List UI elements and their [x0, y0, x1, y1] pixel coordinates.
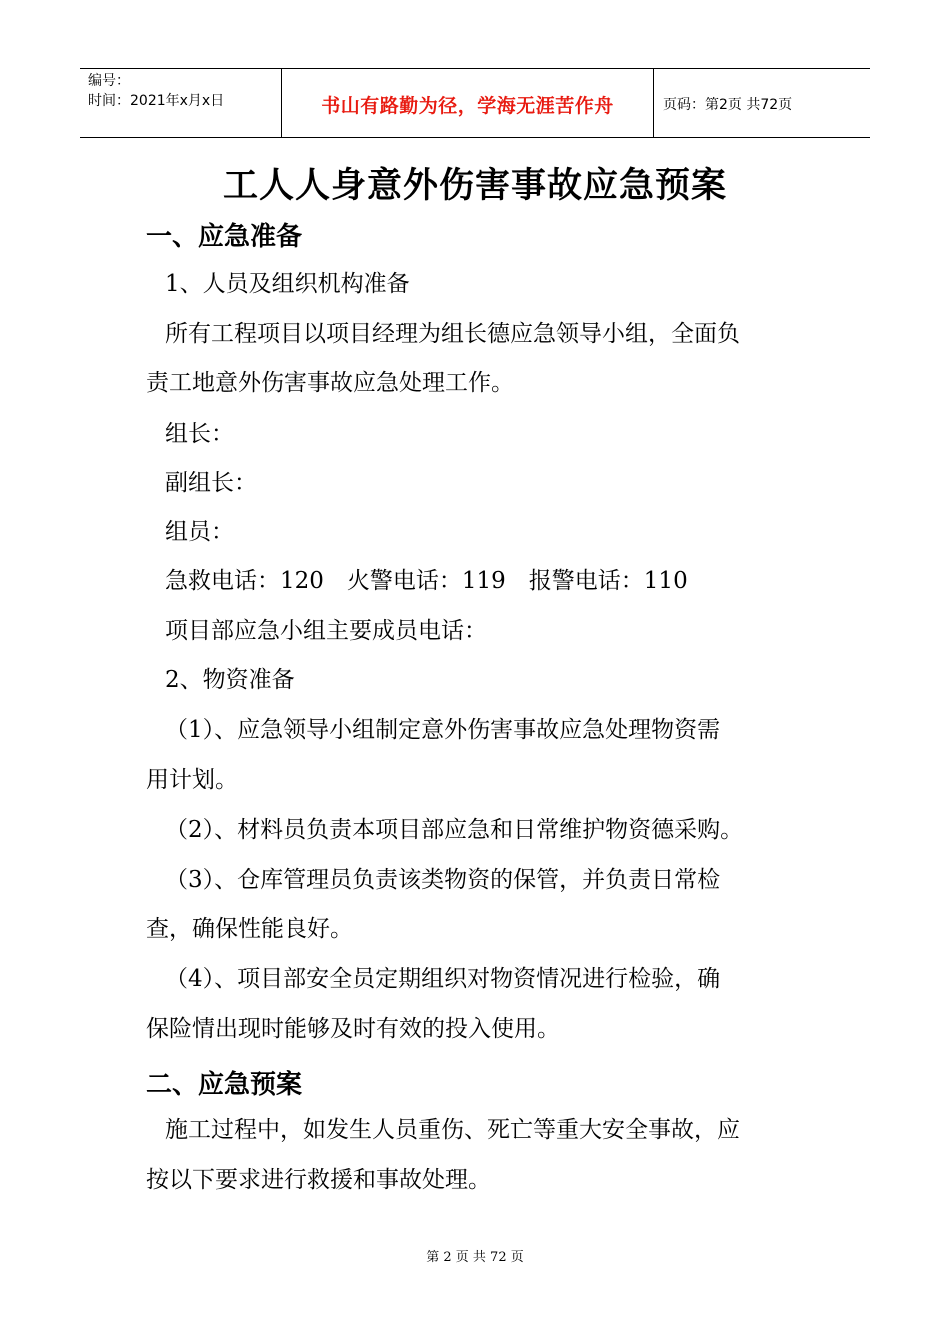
list-item: （1）、应急领导小组制定意外伤害事故应急处理物资需 — [165, 717, 721, 743]
document-title: 工人人身意外伤害事故应急预案 — [222, 166, 727, 206]
paragraph-line: 所有工程项目以项目经理为组长德应急领导小组，全面负 — [165, 321, 740, 347]
header-page-cell — [654, 69, 870, 137]
paragraph-line: 施工过程中，如发生人员重伤、死亡等重大安全事故，应 — [165, 1117, 740, 1143]
members-field: 组员： — [165, 519, 234, 545]
emergency-phones: 急救电话：120 火警电话：119 报警电话：110 — [165, 568, 688, 594]
page-footer: 第 2 页 共 72 页 — [426, 1250, 524, 1265]
paragraph-line: 责工地意外伤害事故应急处理工作。 — [146, 370, 514, 396]
subheading-supplies: 2、物资准备 — [165, 667, 295, 693]
document-date: 时间：2021年x月x日 — [88, 93, 225, 109]
section-heading-plan: 二、应急预案 — [146, 1070, 303, 1100]
header-motto-cell — [282, 69, 654, 137]
header-meta-cell — [80, 69, 282, 137]
subheading-personnel: 1、人员及组织机构准备 — [165, 271, 410, 297]
vice-leader-field: 副组长： — [165, 470, 257, 496]
list-item: （4）、项目部安全员定期组织对物资情况进行检验，确 — [165, 966, 721, 992]
paragraph-line: 按以下要求进行救援和事故处理。 — [146, 1167, 491, 1193]
leader-field: 组长： — [165, 421, 234, 447]
list-item-continuation: 用计划。 — [146, 767, 238, 793]
list-item-continuation: 保险情出现时能够及时有效的投入使用。 — [146, 1016, 560, 1042]
list-item: （3）、仓库管理员负责该类物资的保管，并负责日常检 — [165, 867, 721, 893]
motto-text: 书山有路勤为径，学海无涯苦作舟 — [321, 94, 614, 117]
page-info: 页码：第2页 共72页 — [663, 97, 793, 113]
section-heading-preparation: 一、应急准备 — [146, 222, 303, 252]
document-number: 编号： — [88, 73, 130, 89]
page-header — [80, 68, 870, 138]
member-phones-field: 项目部应急小组主要成员电话： — [165, 618, 487, 644]
list-item-continuation: 查，确保性能良好。 — [146, 916, 353, 942]
list-item: （2）、材料员负责本项目部应急和日常维护物资德采购。 — [165, 817, 744, 843]
